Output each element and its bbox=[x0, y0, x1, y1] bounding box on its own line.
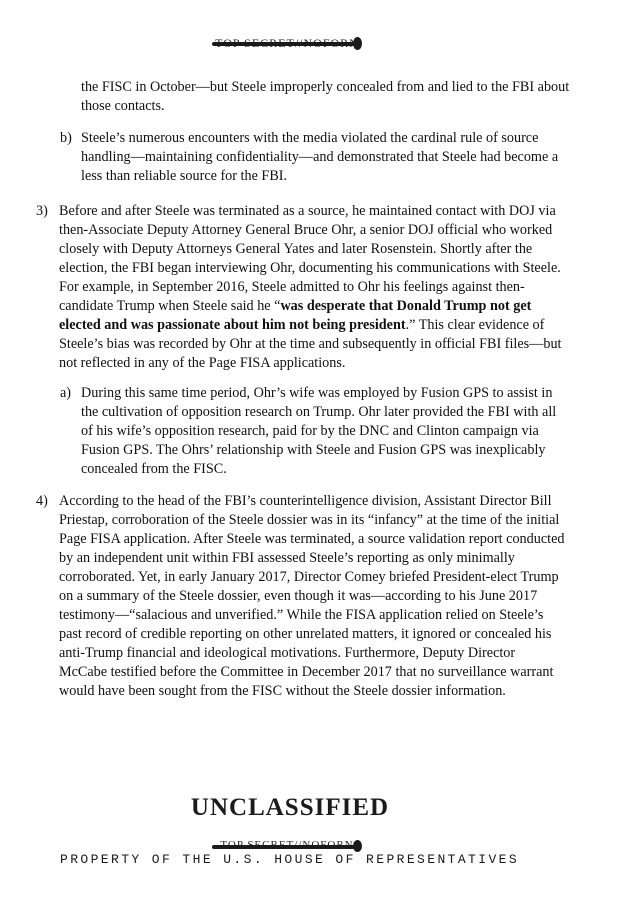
text-line: anti-Trump financial and ideological motivations. Furthermore, Deputy Director bbox=[59, 645, 516, 661]
text-line: the cultivation of opposition research on Trump. Ohr later provided the FBI with all bbox=[81, 404, 557, 420]
text-line: on a summary of the Steele dossier, even though it was—according to his June 2017 bbox=[59, 588, 538, 604]
text-line: then-Associate Deputy Attorney General Bruce Ohr, a senior DOJ official who worked bbox=[59, 222, 553, 238]
property-line: PROPERTY OF THE U.S. HOUSE OF REPRESENTATIVES bbox=[60, 852, 520, 867]
redaction-blot bbox=[353, 840, 362, 852]
text-line: Before and after Steele was terminated as a source, he maintained contact with DOJ via bbox=[59, 203, 556, 219]
bold-quote: elected and was passionate about him not being president bbox=[59, 317, 406, 333]
text-line: handling—maintaining confidentiality—and demonstrated that Steele had become a bbox=[81, 149, 559, 165]
paragraph-item-3 bbox=[59, 202, 574, 373]
paragraph-item-a bbox=[81, 384, 571, 479]
header-classification-marking bbox=[212, 34, 362, 54]
text-line: Steele’s numerous encounters with the media violated the cardinal rule of source bbox=[81, 130, 539, 146]
item-label-a: a) bbox=[60, 385, 72, 401]
item-label-4: 4) bbox=[36, 493, 48, 509]
text-line bbox=[59, 297, 574, 316]
text-line: Page FISA application. After Steele was terminated, a source validation report conducted bbox=[59, 531, 565, 547]
text-line bbox=[59, 316, 574, 335]
text-line: Fusion GPS. The Ohrs’ relationship with Steele and Fusion GPS was inexplicably bbox=[81, 442, 546, 458]
bold-quote: was desperate that Donald Trump not get bbox=[280, 298, 532, 314]
paragraph-continuation bbox=[81, 78, 571, 116]
text-line: Priestap, corroboration of the Steele dossier was in its “infancy” at the time of the initial bbox=[59, 512, 560, 528]
item-label-b: b) bbox=[60, 130, 72, 146]
unclassified-stamp: UNCLASSIFIED bbox=[190, 794, 390, 821]
text-line: According to the head of the FBI’s counterintelligence division, Assistant Director Bill bbox=[59, 493, 552, 509]
text-span: .” This clear evidence of bbox=[405, 317, 545, 333]
text-line: For example, in September 2016, Steele admitted to Ohr his feelings against then- bbox=[59, 279, 525, 295]
text-line: Steele’s bias was recorded by Ohr at the time and subsequently in official FBI files—but bbox=[59, 336, 562, 352]
redaction-bar bbox=[212, 42, 358, 46]
text-line: corroborated. Yet, in early January 2017, Director Comey briefed President-elect Trump bbox=[59, 569, 559, 585]
paragraph-item-b bbox=[81, 129, 571, 186]
redaction-bar bbox=[212, 845, 358, 849]
text-line: McCabe testified before the Committee in December 2017 that no surveillance warrant bbox=[59, 664, 554, 680]
text-line: testimony—“salacious and unverified.” While the FISA application relied on Steele’s bbox=[59, 607, 544, 623]
text-span: candidate Trump when Steele said he “ bbox=[59, 298, 281, 314]
text-line: During this same time period, Ohr’s wife was employed by Fusion GPS to assist in bbox=[81, 385, 553, 401]
text-line: election, the FBI began interviewing Ohr, documenting his communications with Steele. bbox=[59, 260, 561, 276]
text-line: concealed from the FISC. bbox=[81, 461, 227, 477]
text-line: those contacts. bbox=[81, 98, 165, 114]
text-line: the FISC in October—but Steele improperly concealed from and lied to the FBI about bbox=[81, 79, 570, 95]
text-line: would have been sought from the FISC without the Steele dossier information. bbox=[59, 683, 506, 699]
item-label-3: 3) bbox=[36, 203, 48, 219]
paragraph-item-4 bbox=[59, 492, 574, 701]
text-line: by an independent unit within FBI assessed Steele’s reporting as only minimally bbox=[59, 550, 515, 566]
text-line: past record of credible reporting on other unrelated matters, it ignored or concealed his bbox=[59, 626, 552, 642]
text-line: not reflected in any of the Page FISA applications. bbox=[59, 355, 346, 371]
text-line: of his wife’s opposition research, paid for by the DNC and Clinton campaign via bbox=[81, 423, 539, 439]
text-line: less than reliable source for the FBI. bbox=[81, 168, 288, 184]
text-line: closely with Deputy Attorneys General Yates and later Rosenstein. Shortly after the bbox=[59, 241, 533, 257]
redaction-blot bbox=[353, 37, 362, 50]
